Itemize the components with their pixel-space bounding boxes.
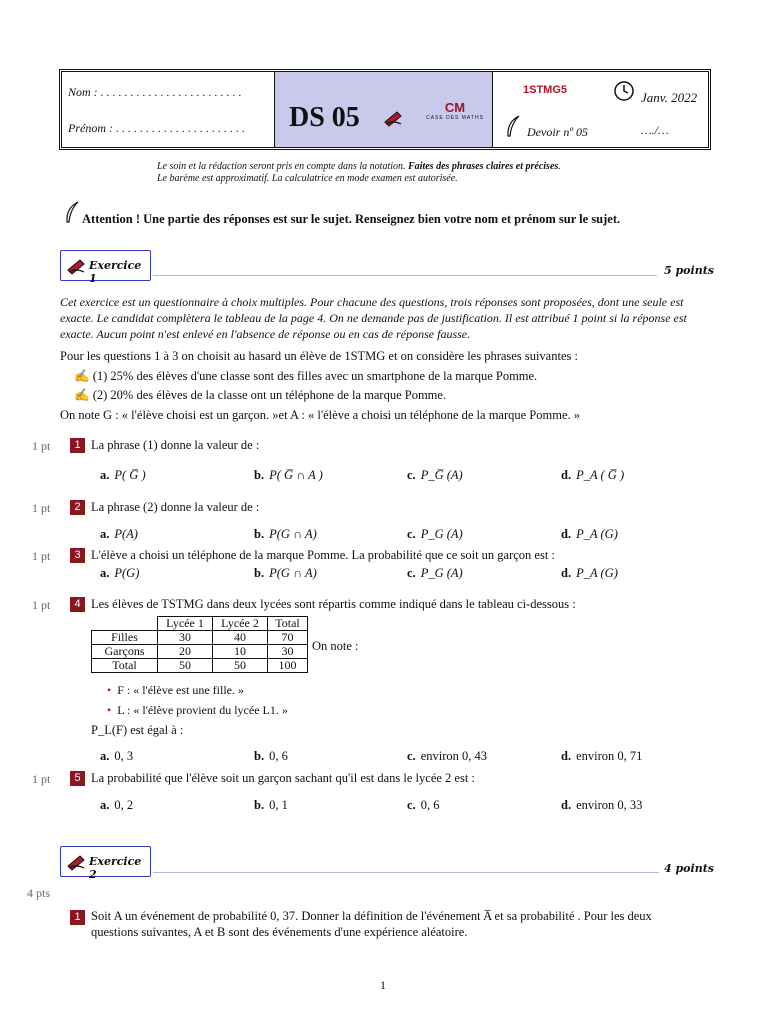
clock-icon <box>613 80 635 102</box>
option-a[interactable]: a. P(G) <box>100 566 140 580</box>
question-points: 1 pt <box>32 439 51 453</box>
option-d[interactable]: d. P_A (G) <box>561 566 618 580</box>
header-box <box>59 69 711 150</box>
logo: CM CASE DES MATHS <box>426 100 484 121</box>
question-text: Soit A un événement de probabilité 0, 37. Donner la définition de l'événement A̅ et sa probabilité . Pour les deux <box>91 909 652 923</box>
exercise-2-margin-points: 4 pts <box>27 886 51 900</box>
divider <box>153 872 659 873</box>
meta-panel <box>493 72 708 147</box>
option-d[interactable]: d. environ 0, 71 <box>561 749 643 763</box>
option-c[interactable]: c. P_G (A) <box>407 566 463 580</box>
option-c[interactable]: c. P_G (A) <box>407 527 463 541</box>
exercise-1-context: Pour les questions 1 à 3 on choisit au hasard un élève de 1STMG et on considère les phrases suivantes : <box>60 349 578 363</box>
book-pen-icon <box>66 256 88 276</box>
question-points: 1 pt <box>32 598 51 612</box>
question-text: L'élève a choisi un téléphone de la marque Pomme. La probabilité que ce soit un garçon est : <box>91 548 555 562</box>
option-c[interactable]: c. environ 0, 43 <box>407 749 487 763</box>
option-a[interactable]: a. 0, 2 <box>100 798 134 812</box>
option-a[interactable]: a. 0, 3 <box>100 749 134 763</box>
class-badge: 1STMG5 <box>523 84 568 96</box>
student-info <box>62 72 275 147</box>
option-c[interactable]: c. P_G̅ (A) <box>407 468 463 482</box>
option-d[interactable]: d. environ 0, 33 <box>561 798 643 812</box>
book-pen-icon <box>383 108 405 128</box>
option-b[interactable]: b. P( G̅ ∩ A ) <box>254 468 323 482</box>
bullet-l: • L : « l'élève provient du lycée L1. » <box>107 703 288 718</box>
on-note: On note : <box>312 639 359 653</box>
instructions: Le soin et la rédaction seront pris en compte dans la notation. Faites des phrases claires et précises. Le barème est approximatif. La calculatrice en mode examen est autorisée. <box>157 161 561 184</box>
nom-field[interactable]: Nom : . . . . . . . . . . . . . . . . . . . . . . . . <box>68 85 242 99</box>
plf-text: P_L(F) est égal à : <box>91 723 184 737</box>
attention-note: Attention ! Une partie des réponses est sur le sujet. Renseignez bien votre nom et prénom sur le sujet. <box>62 212 620 227</box>
question-text: La probabilité que l'élève soit un garçon sachant qu'il est dans le lycée 2 est : <box>91 771 475 785</box>
data-table <box>91 616 308 673</box>
question-text-cont: questions suivantes, A et B sont des événements d'une expérience aléatoire. <box>91 925 468 939</box>
question-number: 1 <box>70 438 85 453</box>
question-text: La phrase (1) donne la valeur de : <box>91 438 260 452</box>
question-number: 4 <box>70 597 85 612</box>
question-text: Les élèves de TSTMG dans deux lycées sont répartis comme indiqué dans le tableau ci-dessous : <box>91 597 576 611</box>
prenom-field[interactable]: Prénom : . . . . . . . . . . . . . . . . . . . . . . <box>68 121 245 135</box>
option-b[interactable]: b. 0, 1 <box>254 798 288 812</box>
page-title: DS 05 <box>289 102 360 133</box>
bullet-f: • F : « l'élève est une fille. » <box>107 683 244 698</box>
exercise-1-points: 5 points <box>664 264 714 277</box>
phrase-2: ✍ (2) 20% des élèves de la classe ont un téléphone de la marque Pomme. <box>74 388 447 402</box>
question-points: 1 pt <box>32 501 51 515</box>
question-number: 2 <box>70 500 85 515</box>
exercise-1-label: Exercice 1 <box>60 250 151 281</box>
table-row: Total 50 50 100 <box>92 659 308 673</box>
score-field: …./… <box>641 123 669 137</box>
question-points: 1 pt <box>32 549 51 563</box>
exam-date: Janv. 2022 <box>641 90 698 105</box>
book-pen-icon <box>66 852 88 872</box>
feather-icon <box>503 114 523 140</box>
table-row: Garçons 20 10 30 <box>92 645 308 659</box>
option-b[interactable]: b. 0, 6 <box>254 749 288 763</box>
question-points: 1 pt <box>32 772 51 786</box>
notation: On note G : « l'élève choisi est un garçon. »et A : « l'élève a choisi un téléphone de la marque Pomme. » <box>60 408 580 422</box>
phrase-1: ✍ (1) 25% des élèves d'une classe sont des filles avec un smartphone de la marque Pomme. <box>74 369 538 383</box>
option-a[interactable]: a. P( G̅ ) <box>100 468 146 482</box>
question-number: 1 <box>70 910 85 925</box>
question-text: La phrase (2) donne la valeur de : <box>91 500 260 514</box>
option-c[interactable]: c. 0, 6 <box>407 798 440 812</box>
option-b[interactable]: b. P(G ∩ A) <box>254 566 317 580</box>
title-panel <box>275 72 493 147</box>
option-d[interactable]: d. P_A (G) <box>561 527 618 541</box>
exercise-1-intro: Cet exercice est un questionnaire à choix multiples. Pour chacune des questions, trois réponses sont proposées, dont une seule est exacte. Le candidat complètera le tableau de la page 4. On ne demande pas de justification. Il est attribué 1 point si la réponse est exacte. Aucun point n'est enlevé en l'absence de réponse ou en cas de réponse fausse. <box>60 295 687 341</box>
option-a[interactable]: a. P(A) <box>100 527 138 541</box>
option-b[interactable]: b. P(G ∩ A) <box>254 527 317 541</box>
table-row: Filles 30 40 70 <box>92 631 308 645</box>
question-number: 5 <box>70 771 85 786</box>
option-d[interactable]: d. P_A ( G̅ ) <box>561 468 625 482</box>
exercise-2-label: Exercice 2 <box>60 846 151 877</box>
table-header-row: Lycée 1 Lycée 2 Total <box>92 617 308 631</box>
page-number: 1 <box>380 978 386 992</box>
feather-icon <box>62 200 82 226</box>
devoir-number: Devoir nº 05 <box>527 125 589 139</box>
exercise-2-points: 4 points <box>664 862 714 875</box>
question-number: 3 <box>70 548 85 563</box>
divider <box>153 275 657 276</box>
